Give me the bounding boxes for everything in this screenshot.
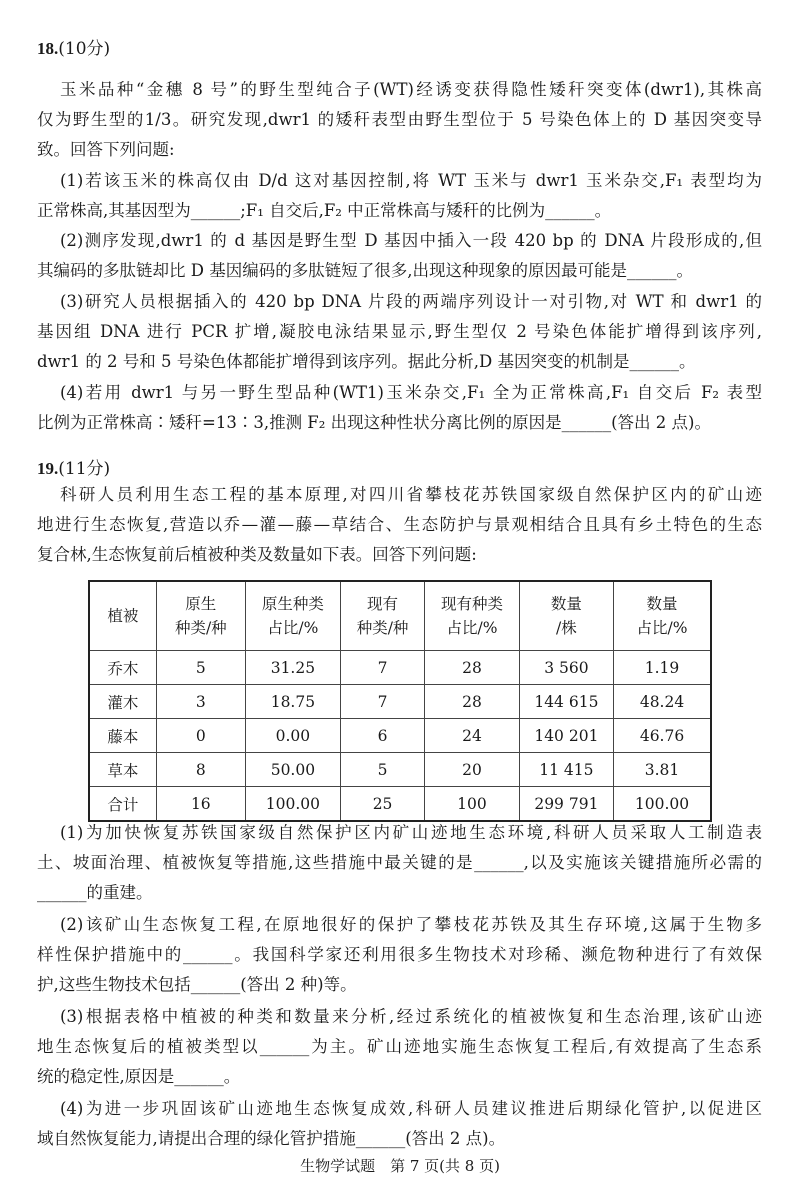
table-cell: 草本 bbox=[89, 753, 156, 787]
q18-text-line: dwr1 的 2 号和 5 号染色体都能扩增得到该序列。据此分析,D 基因突变的机制是______。 bbox=[37, 352, 696, 371]
q18-text-line: 致。回答下列问题: bbox=[37, 140, 175, 159]
header-text: /株 bbox=[556, 619, 577, 637]
q19-text-line: (4)为进一步巩固该矿山迹地生态恢复成效,科研人员建议推进后期绿化管护,以促进区 bbox=[60, 1099, 762, 1118]
table-row bbox=[89, 753, 711, 787]
table-cell: 1.19 bbox=[614, 651, 711, 685]
table-header-cell bbox=[519, 581, 613, 651]
header-text: 数量 bbox=[550, 595, 582, 613]
table-cell: 8 bbox=[156, 753, 245, 787]
table-cell: 6 bbox=[340, 719, 424, 753]
q18-heading bbox=[37, 34, 110, 59]
header-text: 占比/% bbox=[267, 619, 319, 637]
table-cell: 144 615 bbox=[519, 685, 613, 719]
table-cell: 18.75 bbox=[245, 685, 340, 719]
table-header-cell bbox=[89, 581, 156, 651]
table-cell: 50.00 bbox=[245, 753, 340, 787]
table-cell: 11 415 bbox=[519, 753, 613, 787]
page-footer: 生物学试题 第 7 页(共 8 页) bbox=[300, 1157, 500, 1175]
header-text: 现有种类 bbox=[440, 595, 503, 613]
q18-text-line: 基因组 DNA 进行 PCR 扩增,凝胶电泳结果显示,野生型仅 2 号染色体能扩增得到该序列, bbox=[37, 322, 762, 341]
table-cell: 3 560 bbox=[519, 651, 613, 685]
table-row bbox=[89, 651, 711, 685]
table-header-cell bbox=[156, 581, 245, 651]
table-cell: 299 791 bbox=[519, 787, 613, 822]
table-cell: 24 bbox=[425, 719, 519, 753]
header-text: 种类/种 bbox=[356, 619, 409, 637]
table-row bbox=[89, 685, 711, 719]
q19-text-line: (1)为加快恢复苏铁国家级自然保护区内矿山迹地生态环境,科研人员采取人工制造表 bbox=[60, 823, 762, 842]
q19-number: 19. bbox=[37, 459, 59, 478]
q18-text-line: 比例为正常株高∶矮秆=13∶3,推测 F₂ 出现这种性状分离比例的原因是______(答出 2 点)。 bbox=[37, 413, 711, 432]
table-header-cell bbox=[425, 581, 519, 651]
q18-text-line: (4)若用 dwr1 与另一野生型品种(WT1)玉米杂交,F₁ 全为正常株高,F₁ 自交后 F₂ 表型 bbox=[60, 383, 762, 402]
q19-text-line: 护,这些生物技术包括______(答出 2 种)等。 bbox=[37, 975, 357, 994]
table-cell: 25 bbox=[340, 787, 424, 822]
q18-text-line: 其编码的多肽链却比 D 基因编码的多肽链短了很多,出现这种现象的原因最可能是______。 bbox=[37, 261, 693, 280]
q18-text-line: (2)测序发现,dwr1 的 d 基因是野生型 D 基因中插入一段 420 bp 的 DNA 片段形成的,但 bbox=[60, 231, 762, 250]
table-row bbox=[89, 719, 711, 753]
q19-text-line: 土、坡面治理、植被恢复等措施,这些措施中最关键的是______,以及实施该关键措施所必需的 bbox=[37, 853, 762, 872]
table-cell: 100.00 bbox=[614, 787, 711, 822]
table-cell: 28 bbox=[425, 685, 519, 719]
header-text: 占比/% bbox=[446, 619, 498, 637]
q19-text-line: 样性保护措施中的______。我国科学家还利用很多生物技术对珍稀、濒危物种进行了有效保 bbox=[37, 945, 762, 964]
table-cell: 7 bbox=[340, 651, 424, 685]
q18-points: (10分) bbox=[58, 39, 111, 59]
table-cell: 20 bbox=[425, 753, 519, 787]
q19-text-line: 地生态恢复后的植被类型以______为主。矿山迹地实施生态恢复工程后,有效提高了生态系 bbox=[37, 1037, 762, 1056]
q19-text-line: (3)根据表格中植被的种类和数量来分析,经过系统化的植被恢复和生态治理,该矿山迹 bbox=[60, 1007, 762, 1026]
table-cell: 灌木 bbox=[89, 685, 156, 719]
table-cell: 100 bbox=[425, 787, 519, 822]
header-text: 现有 bbox=[367, 595, 399, 613]
q18-text-line: (3)研究人员根据插入的 420 bp DNA 片段的两端序列设计一对引物,对 WT 和 dwr1 的 bbox=[60, 292, 762, 311]
table-cell: 0.00 bbox=[245, 719, 340, 753]
table-header-row bbox=[89, 581, 711, 651]
q19-points: (11分) bbox=[58, 459, 111, 479]
table-cell: 100.00 bbox=[245, 787, 340, 822]
header-text: 植被 bbox=[107, 607, 139, 625]
table-cell: 0 bbox=[156, 719, 245, 753]
vegetation-table bbox=[88, 580, 712, 822]
table-cell: 140 201 bbox=[519, 719, 613, 753]
q18-text-line: 玉米品种“金穗 8 号”的野生型纯合子(WT)经诱变获得隐性矮秆突变体(dwr1),其株高 bbox=[60, 80, 762, 99]
table-header-cell bbox=[614, 581, 711, 651]
table-cell: 藤本 bbox=[89, 719, 156, 753]
table-cell: 28 bbox=[425, 651, 519, 685]
table-cell: 48.24 bbox=[614, 685, 711, 719]
header-text: 占比/% bbox=[636, 619, 688, 637]
q18-text-line: (1)若该玉米的株高仅由 D/d 这对基因控制,将 WT 玉米与 dwr1 玉米杂交,F₁ 表型均为 bbox=[60, 171, 762, 190]
table-cell: 7 bbox=[340, 685, 424, 719]
q19-intro-line: 复合林,生态恢复前后植被种类及数量如下表。回答下列问题: bbox=[37, 545, 477, 564]
header-text: 原生种类 bbox=[261, 595, 324, 613]
q19-text-line: ______的重建。 bbox=[37, 883, 153, 902]
q19-text-line: 统的稳定性,原因是______。 bbox=[37, 1067, 241, 1086]
table-cell: 合计 bbox=[89, 787, 156, 822]
header-text: 种类/种 bbox=[174, 619, 227, 637]
table-row bbox=[89, 787, 711, 822]
table-cell: 31.25 bbox=[245, 651, 340, 685]
q18-text-line: 正常株高,其基因型为______;F₁ 自交后,F₂ 中正常株高与矮秆的比例为______。 bbox=[37, 201, 612, 220]
q19-intro-line: 科研人员利用生态工程的基本原理,对四川省攀枝花苏铁国家级自然保护区内的矿山迹 bbox=[60, 485, 762, 504]
q19-heading bbox=[37, 454, 110, 479]
header-text: 数量 bbox=[646, 595, 678, 613]
q19-text-line: 域自然恢复能力,请提出合理的绿化管护措施______(答出 2 点)。 bbox=[37, 1129, 506, 1148]
table-cell: 46.76 bbox=[614, 719, 711, 753]
table-cell: 乔木 bbox=[89, 651, 156, 685]
table-cell: 5 bbox=[156, 651, 245, 685]
q18-text-line: 仅为野生型的1/3。研究发现,dwr1 的矮秆表型由野生型位于 5 号染色体上的 D 基因突变导 bbox=[37, 110, 762, 129]
table-cell: 3.81 bbox=[614, 753, 711, 787]
table-header-cell bbox=[245, 581, 340, 651]
q19-intro-line: 地进行生态恢复,营造以乔—灌—藤—草结合、生态防护与景观相结合且具有乡土特色的生态 bbox=[37, 515, 762, 534]
table-cell: 3 bbox=[156, 685, 245, 719]
table-header-cell bbox=[340, 581, 424, 651]
q19-text-line: (2)该矿山生态恢复工程,在原地很好的保护了攀枝花苏铁及其生存环境,这属于生物多 bbox=[60, 915, 762, 934]
table-cell: 16 bbox=[156, 787, 245, 822]
q18-number: 18. bbox=[37, 39, 59, 58]
table-cell: 5 bbox=[340, 753, 424, 787]
header-text: 原生 bbox=[185, 595, 217, 613]
